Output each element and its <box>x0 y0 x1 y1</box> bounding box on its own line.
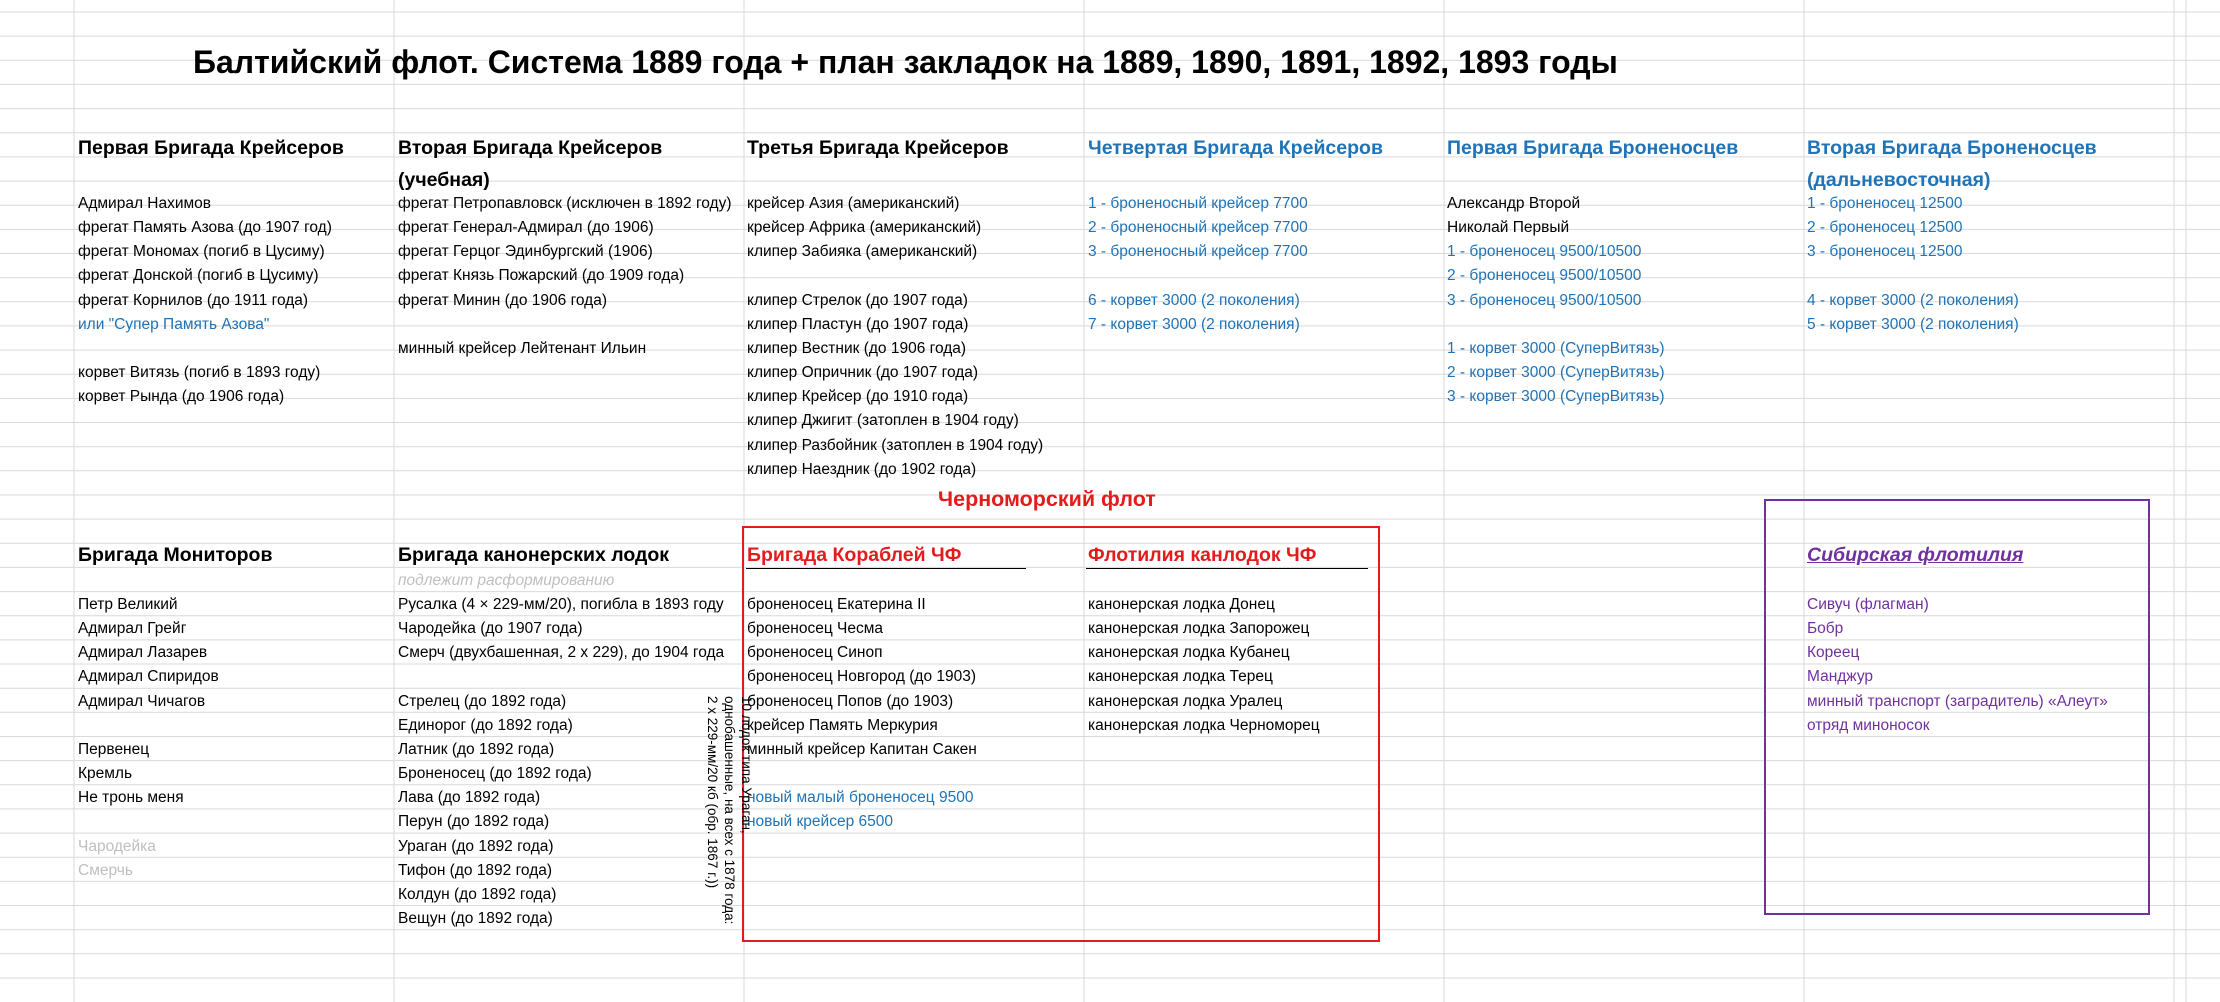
list-item: Петр Великий <box>78 596 178 613</box>
list-item: Латник (до 1892 года) <box>398 740 555 758</box>
page-title: Балтийский флот. Система 1889 года + план закладок на 1889, 1890, 1891, 1892, 1893 годы <box>193 44 1618 80</box>
list-item: клипер Наездник (до 1902 года) <box>747 460 977 478</box>
gunboats-note: подлежит расформированию <box>398 572 615 589</box>
list-item: Кремль <box>78 765 133 783</box>
list-item: 2 - броненосец 12500 <box>1807 219 1963 237</box>
gunboats-cf-header: Флотилия канлодок ЧФ <box>1088 544 1317 566</box>
list-item: канонерская лодка Запорожец <box>1088 620 1310 638</box>
armored1-header: Первая Бригада Броненосцев <box>1447 137 1739 159</box>
list-item: Адмирал Нахимов <box>78 195 212 212</box>
list-item: новый крейсер 6500 <box>747 813 893 831</box>
armored2-subheader: (дальневосточная) <box>1807 169 1991 191</box>
list-item: клипер Вестник (до 1906 года) <box>747 339 967 357</box>
list-item: броненосец Новгород (до 1903) <box>747 668 977 686</box>
list-item: клипер Забияка (американский) <box>747 243 978 261</box>
list-item: фрегат Герцог Эдинбургский (1906) <box>398 243 653 261</box>
list-item: Стрелец (до 1892 года) <box>398 692 567 710</box>
list-item: Тифон (до 1892 года) <box>398 861 553 879</box>
list-item: Манджур <box>1807 668 1874 686</box>
list-item: крейсер Азия (американский) <box>747 195 960 212</box>
list-item: или "Супер Память Азова" <box>78 315 270 333</box>
list-item: фрегат Князь Пожарский (до 1909 года) <box>398 267 685 285</box>
list-item: канонерская лодка Уралец <box>1088 692 1283 710</box>
rotated-note: 10 лодок типа Ураган, однобашенные, на всех с 1878 года: 2 х 229-мм/20 кб (обр. 1867 г.)) <box>705 696 754 925</box>
list-item: броненосец Синоп <box>747 644 883 662</box>
list-item: Лава (до 1892 года) <box>398 789 541 807</box>
list-item: 1 - броненосный крейсер 7700 <box>1088 195 1308 212</box>
list-item: канонерская лодка Черноморец <box>1088 716 1320 734</box>
list-item: клипер Крейсер (до 1910 года) <box>747 388 969 406</box>
list-item: Не тронь меня <box>78 789 184 807</box>
list-item: канонерская лодка Кубанец <box>1088 644 1290 662</box>
list-item: 2 - броненосный крейсер 7700 <box>1088 219 1308 237</box>
list-item: Первенец <box>78 740 150 758</box>
list-item: фрегат Мономах (погиб в Цусиму) <box>78 243 325 261</box>
list-item: Смерч (двухбашенная, 2 х 229), до 1904 года <box>398 644 725 662</box>
list-item: 3 - броненосец 12500 <box>1807 243 1963 261</box>
list-item: 7 - корвет 3000 (2 поколения) <box>1088 315 1300 333</box>
list-item: минный крейсер Лейтенант Ильин <box>398 339 647 357</box>
gunboats-header: Бригада канонерских лодок <box>398 544 670 566</box>
list-item: Перун (до 1892 года) <box>398 813 550 831</box>
list-item: 2 - корвет 3000 (СуперВитязь) <box>1447 364 1665 382</box>
list-item: корвет Витязь (погиб в 1893 году) <box>78 364 321 382</box>
list-item: Бобр <box>1807 620 1844 638</box>
list-item: Чародейка (до 1907 года) <box>398 620 583 638</box>
list-item: Единорог (до 1892 года) <box>398 716 573 734</box>
list-item: канонерская лодка Терец <box>1088 668 1273 686</box>
list-item: крейсер Память Меркурия <box>747 716 938 734</box>
list-item: Сивуч (флагман) <box>1807 596 1929 613</box>
ships-cf-header: Бригада Кораблей ЧФ <box>747 544 962 566</box>
monitors-header: Бригада Мониторов <box>78 544 273 566</box>
list-item: Адмирал Грейг <box>78 620 187 638</box>
list-item: Вещун (до 1892 года) <box>398 909 553 927</box>
list-item: Николай Первый <box>1447 219 1570 237</box>
list-item: Адмирал Лазарев <box>78 644 208 662</box>
list-item: фрегат Донской (погиб в Цусиму) <box>78 267 319 285</box>
list-item: фрегат Генерал-Адмирал (до 1906) <box>398 219 654 237</box>
list-item: минный крейсер Капитан Сакен <box>747 740 977 758</box>
list-item: Кореец <box>1807 644 1860 662</box>
list-item: 1 - корвет 3000 (СуперВитязь) <box>1447 339 1665 357</box>
list-item: 1 - броненосец 12500 <box>1807 195 1963 212</box>
list-item: крейсер Африка (американский) <box>747 219 982 237</box>
brigade3-header: Третья Бригада Крейсеров <box>747 137 1009 159</box>
list-item: 5 - корвет 3000 (2 поколения) <box>1807 315 2019 333</box>
list-item: новый малый броненосец 9500 <box>747 789 974 807</box>
list-item: Чародейка <box>78 837 156 855</box>
black-sea-title: Черноморский флот <box>938 487 1156 511</box>
list-item: клипер Пластун (до 1907 года) <box>747 315 969 333</box>
brigade1-header: Первая Бригада Крейсеров <box>78 137 344 159</box>
brigade2-header: Вторая Бригада Крейсеров <box>398 137 663 159</box>
list-item: фрегат Память Азова (до 1907 год) <box>78 219 332 237</box>
list-item: 3 - броненосец 9500/10500 <box>1447 291 1642 309</box>
list-item: клипер Джигит (затоплен в 1904 году) <box>747 412 1019 430</box>
list-item: клипер Опричник (до 1907 года) <box>747 364 979 382</box>
list-item: 3 - броненосный крейсер 7700 <box>1088 243 1308 261</box>
list-item: фрегат Петропавловск (исключен в 1892 году) <box>398 195 732 212</box>
list-item: фрегат Корнилов (до 1911 года) <box>78 291 309 309</box>
list-item: Броненосец (до 1892 года) <box>398 765 592 783</box>
list-item: броненосец Екатерина II <box>747 596 926 613</box>
list-item: отряд миноносок <box>1807 716 1930 734</box>
list-item: 3 - корвет 3000 (СуперВитязь) <box>1447 388 1665 406</box>
list-item: Русалка (4 × 229-мм/20), погибла в 1893 году <box>398 596 724 613</box>
armored2-header: Вторая Бригада Броненосцев <box>1807 137 2097 159</box>
list-item: броненосец Чесма <box>747 620 884 638</box>
list-item: клипер Стрелок (до 1907 года) <box>747 291 968 309</box>
list-item: Ураган (до 1892 года) <box>398 837 554 855</box>
list-item: Адмирал Спиридов <box>78 668 219 686</box>
list-item: 4 - корвет 3000 (2 поколения) <box>1807 291 2019 309</box>
brigade2-subheader: (учебная) <box>398 169 490 191</box>
list-item: Адмирал Чичагов <box>78 692 206 710</box>
list-item: броненосец Попов (до 1903) <box>747 692 954 710</box>
siberian-header: Сибирская флотилия <box>1807 544 2024 566</box>
list-item: фрегат Минин (до 1906 года) <box>398 291 607 309</box>
list-item: 6 - корвет 3000 (2 поколения) <box>1088 291 1300 309</box>
list-item: Александр Второй <box>1447 195 1581 212</box>
list-item: Смерчь <box>78 861 133 879</box>
list-item: корвет Рында (до 1906 года) <box>78 388 285 406</box>
list-item: 2 - броненосец 9500/10500 <box>1447 267 1642 285</box>
list-item: Колдун (до 1892 года) <box>398 885 557 903</box>
list-item: клипер Разбойник (затоплен в 1904 году) <box>747 436 1044 454</box>
list-item: канонерская лодка Донец <box>1088 596 1275 613</box>
list-item: 1 - броненосец 9500/10500 <box>1447 243 1642 261</box>
brigade4-header: Четвертая Бригада Крейсеров <box>1088 137 1383 159</box>
list-item: минный транспорт (заградитель) «Алеут» <box>1807 692 2108 710</box>
